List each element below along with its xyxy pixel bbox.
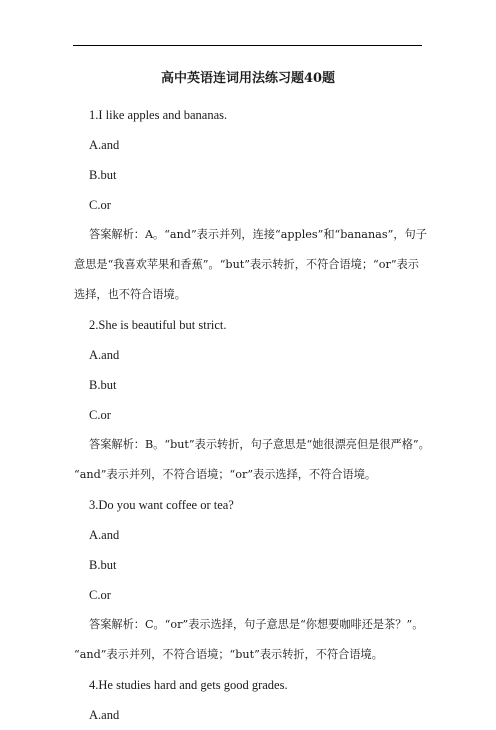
answer-explanation-continued: “and”表示并列，不符合语境；“but”表示转折，不符合语境。	[74, 648, 383, 661]
question-text: 2.She is beautiful but strict.	[89, 318, 227, 332]
question-text: 3.Do you want coffee or tea?	[89, 498, 234, 512]
option-a: A.and	[89, 348, 120, 362]
answer-explanation-continued: “and”表示并列，不符合语境；“or”表示选择，不符合语境。	[74, 468, 377, 481]
option-c: C.or	[89, 408, 111, 422]
question-text: 1.I like apples and bananas.	[89, 108, 228, 122]
question-list	[74, 100, 430, 730]
answer-explanation-continued: 选择，也不符合语境。	[74, 288, 186, 301]
option-b: B.but	[89, 168, 117, 182]
header-rule	[73, 45, 422, 46]
option-c: C.or	[89, 588, 111, 602]
option-a: A.and	[89, 708, 120, 722]
page-title: 高中英语连词用法练习题40题	[160, 71, 336, 86]
question-text: 4.He studies hard and gets good grades.	[89, 678, 288, 692]
option-c: C.or	[89, 198, 111, 212]
answer-explanation: 答案解析：A。“and”表示并列，连接“apples”和“bananas”，句子	[89, 228, 427, 241]
answer-explanation: 答案解析：C。“or”表示选择，句子意思是“你想要咖啡还是茶？”。	[89, 618, 424, 631]
answer-explanation-continued: 意思是“我喜欢苹果和香蕉”。“but”表示转折，不符合语境；“or”表示	[74, 258, 419, 271]
option-b: B.but	[89, 558, 117, 572]
answer-explanation: 答案解析：B。“but”表示转折，句子意思是“她很漂亮但是很严格”。	[89, 438, 430, 451]
option-a: A.and	[89, 138, 120, 152]
option-a: A.and	[89, 528, 120, 542]
option-b: B.but	[89, 378, 117, 392]
